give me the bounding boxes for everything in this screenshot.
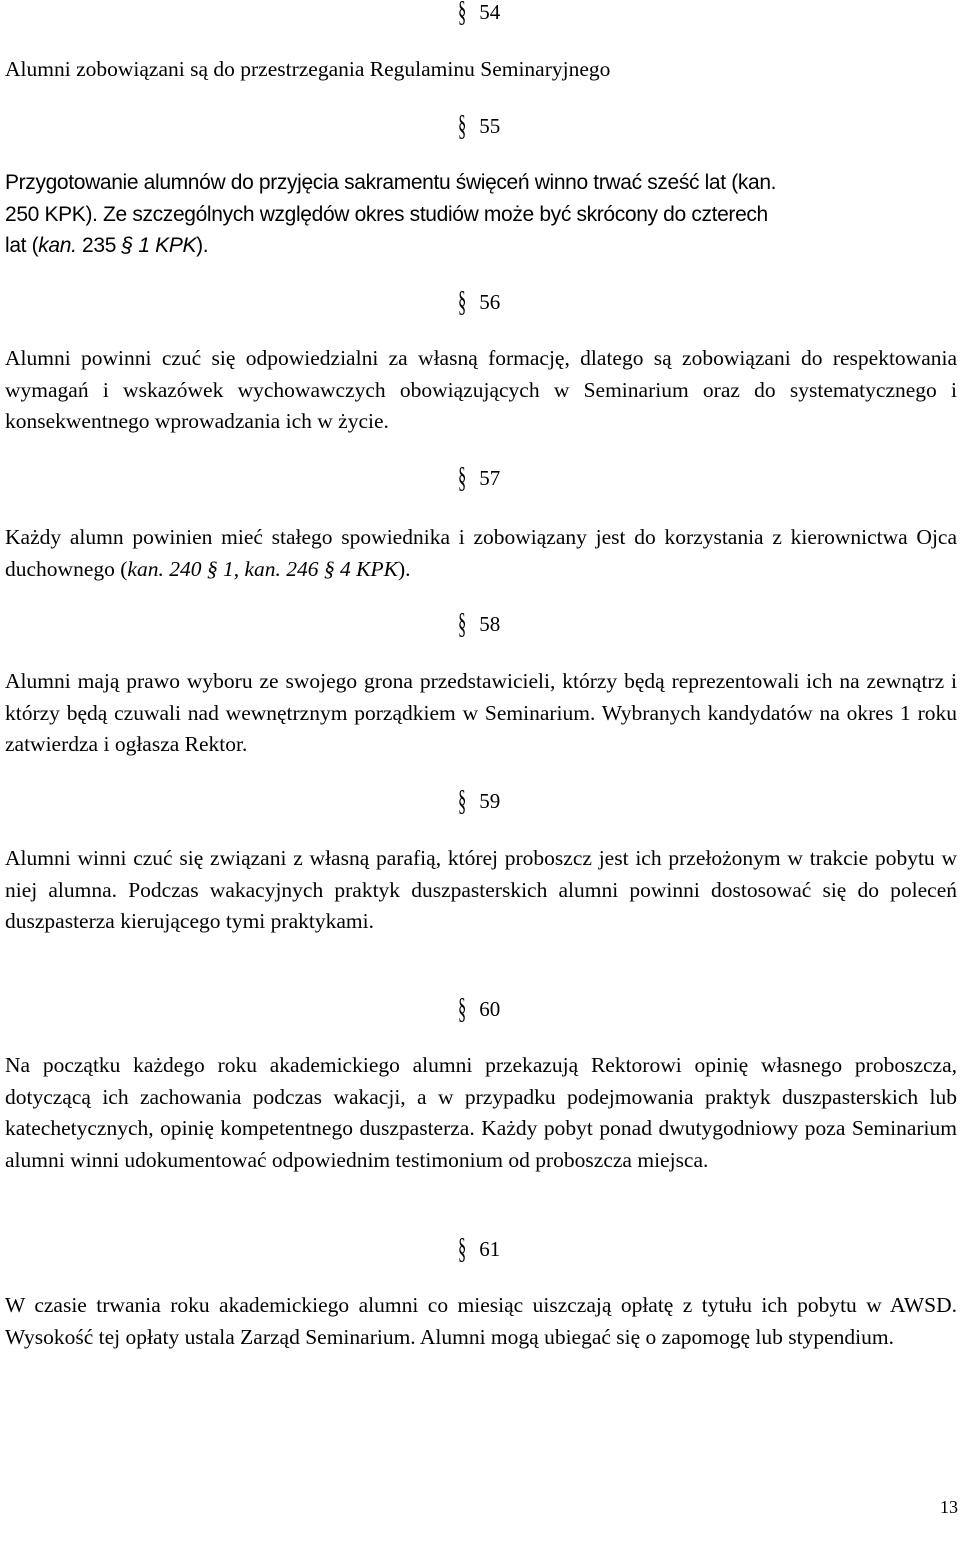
section-number: 55 — [479, 114, 501, 138]
section-number: 60 — [479, 997, 501, 1021]
section-heading-60 — [458, 992, 501, 1025]
section-heading-56 — [458, 285, 501, 318]
text-fragment: 235 — [76, 234, 122, 257]
section-symbol-inline: § — [121, 234, 133, 257]
section-text-58: Alumni mają prawo wyboru ze swojego grona przedstawicieli, którzy będą reprezentowali ich na zewnątrz i którzy będą czuwali nad wewnętrznym porządkiem w Seminarium. Wybranych kandydatów na okres 1 roku zatwierdza i ogłasza Rektor. — [5, 669, 957, 756]
section-symbol: § — [458, 0, 467, 28]
text-fragment: ). — [397, 556, 411, 581]
section-number: 58 — [479, 612, 501, 636]
text-fragment-italic: 246 — [280, 556, 324, 581]
text-fragment-italic: 240 — [163, 556, 207, 581]
section-number: 56 — [479, 290, 501, 314]
section-symbol: § — [458, 109, 467, 142]
section-symbol: § — [458, 992, 467, 1025]
section-symbol: § — [458, 607, 467, 640]
section-symbol: § — [458, 285, 467, 318]
section-text-60: Na początku każdego roku akademickiego alumni przekazują Rektorowi opinię własnego proboszcza, dotyczącą ich zachowania podczas wakacji, a w przypadku podejmowania praktyk duszpasterskich lub katechetycznych, opinię kompetentnego duszpasterza. Każdy pobyt ponad dwutygodniowy poza Seminarium alumni winni udokumentować odpowiednim testimonium od proboszcza miejsca. — [5, 1053, 957, 1172]
text-fragment: ). — [196, 234, 209, 257]
section-number: 54 — [479, 0, 501, 24]
section-symbol: § — [458, 1232, 467, 1265]
text-fragment: Każdy alumn powinien mieć stałego spowiednika i zobowiązany jest do korzystania z kierownictwa Ojca duchownego ( — [5, 525, 957, 581]
text-line — [5, 230, 957, 262]
section-text-57 — [5, 522, 957, 585]
section-text-59: Alumni winni czuć się związani z własną parafią, której proboszcz jest ich przełożonym w trakcie pobytu w niej alumna. Podczas wakacyjnych praktyk duszpasterskich alumni powinni dostosować się do poleceń duszpasterza kierującego tymi praktykami. — [5, 846, 957, 933]
section-number: 57 — [479, 466, 501, 490]
text-fragment-italic: 1 KPK — [132, 234, 197, 257]
section-heading-57 — [458, 461, 501, 494]
text-line: Przygotowanie alumnów do przyjęcia sakramentu święceń winno trwać sześć lat (kan. — [5, 171, 777, 194]
section-symbol-inline: § — [323, 556, 335, 581]
section-text-54: Alumni zobowiązani są do przestrzegania Regulaminu Seminaryjnego — [5, 57, 611, 81]
section-heading-55 — [458, 109, 501, 142]
section-text-61: W czasie trwania roku akademickiego alumni co miesiąc uiszczają opłatę z tytułu ich pobytu w AWSD. Wysokość tej opłaty ustala Zarząd Seminarium. Alumni mogą ubiegać się o zapomogę lub stypendium. — [5, 1293, 957, 1349]
text-line: 250 KPK). Ze szczególnych względów okres studiów może być skrócony do czterech — [5, 202, 768, 226]
section-symbol: § — [458, 784, 467, 817]
section-text-55 — [5, 167, 957, 262]
section-heading-54 — [458, 0, 501, 28]
text-fragment-italic: 4 KPK — [334, 556, 398, 581]
section-number: 59 — [479, 789, 501, 813]
text-fragment-italic: kan. — [38, 234, 77, 257]
text-fragment-italic: kan. — [127, 556, 164, 581]
section-heading-58 — [458, 607, 501, 640]
section-number: 61 — [479, 1237, 501, 1261]
section-symbol: § — [458, 461, 467, 494]
section-symbol-inline: § — [206, 556, 218, 581]
section-text-56: Alumni powinni czuć się odpowiedzialni za własną formację, dlatego są zobowiązani do respektowania wymagań i wskazówek wychowawczych obowiązujących w Seminarium oraz do systematycznego i konsekwentnego wprowadzania ich w życie. — [5, 346, 957, 433]
page-number: 13 — [940, 1497, 958, 1517]
section-heading-59 — [458, 784, 501, 817]
text-fragment-italic: 1, kan. — [217, 556, 281, 581]
text-fragment: lat ( — [5, 234, 39, 257]
section-heading-61 — [458, 1232, 501, 1265]
